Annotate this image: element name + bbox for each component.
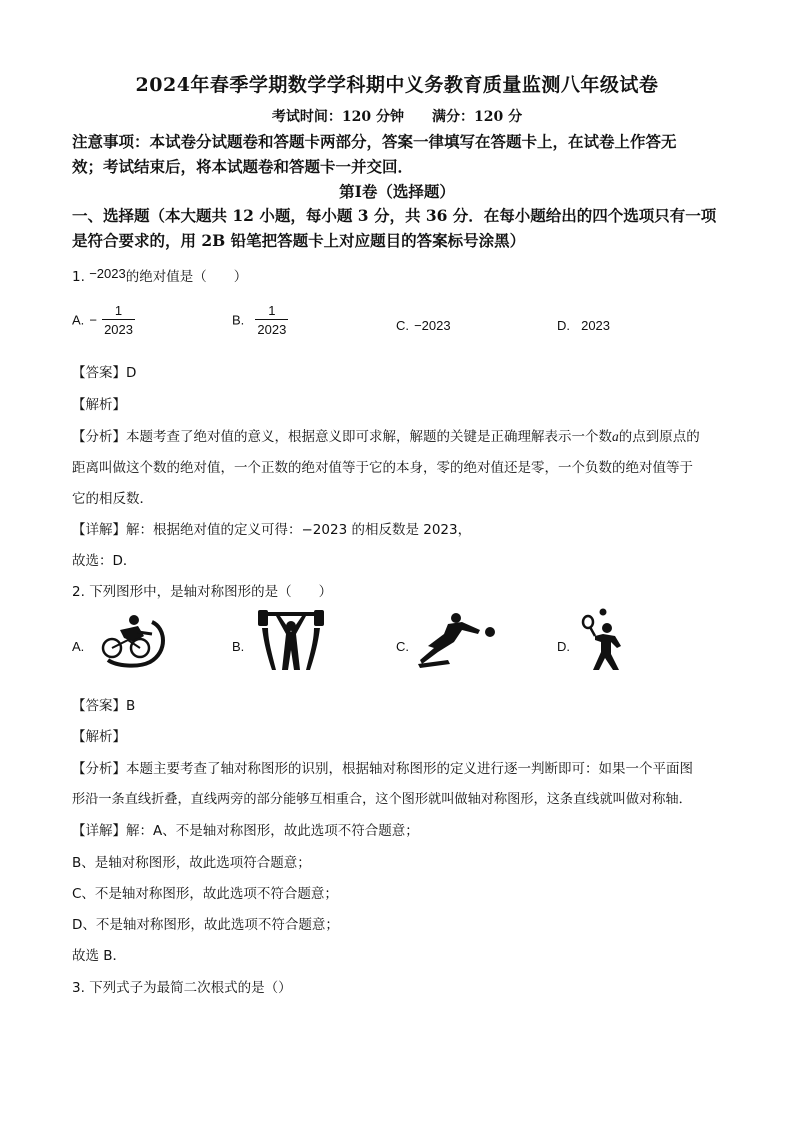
part-one-line-1: 一、选择题（本大题共 12 小题，每小题 3 分，共 36 分．在每小题给出的四个选项只有一项 (72, 206, 717, 225)
question-number: 1. (72, 269, 85, 285)
exam-time: 考试时间：120 分钟 (271, 109, 404, 125)
fraction: $\frac{1}{2023}$ (257, 303, 287, 337)
q1-fenxi-line-2: 距离叫做这个数的绝对值，一个正数的绝对值等于它的本身，零的绝对值还是零，一个负数的绝对值等于 (72, 460, 693, 476)
weightlifter-icon (256, 610, 326, 672)
q1-fenxi-line-3: 它的相反数． (72, 491, 153, 507)
notice-line-1: 注意事项：本试卷分试题卷和答题卡两部分，答案一律填写在答题卡上，在试卷上作答无 (72, 132, 677, 151)
q2-choose: 故选 B． (72, 948, 127, 964)
q2-analysis-tag: 【解析】 (72, 729, 126, 745)
q1-option-a: A. − $\frac{1}{2023}$ (72, 303, 133, 337)
q2-detail-b: B、是轴对称图形，故此选项符合题意； (72, 855, 311, 871)
question-expression: −2023 (89, 266, 126, 281)
page-title: 2024年春季学期数学学科期中义务教育质量监测八年级试卷 (135, 74, 659, 96)
fraction: $\frac{1}{2023}$ (104, 303, 133, 337)
question-2-stem: 2. 下列图形中，是轴对称图形的是（ ） (72, 584, 333, 600)
q2-fenxi-line-1: 【分析】本题主要考查了轴对称图形的识别，根据轴对称图形的定义进行逐一判断即可：如果一个平面图 (72, 761, 693, 777)
q1-answer: 【答案】D (72, 365, 137, 381)
q2-detail-c: C、不是轴对称图形，故此选项不符合题意； (72, 886, 338, 902)
q1-option-b: B. $\frac{1}{2023}$ (232, 303, 287, 337)
question-3-stem: 3. 下列式子为最简二次根式的是（） (72, 980, 292, 996)
q2-detail-a: 【详解】解：A、不是轴对称图形，故此选项不符合题意； (72, 823, 419, 839)
q1-option-c: C. −2023 (396, 318, 451, 333)
cyclist-icon (94, 612, 169, 668)
q2-option-a: A. (72, 612, 172, 668)
q1-option-d: D. 2023 (557, 318, 611, 333)
part-one-line-2: 是符合要求的，用 2B 铅笔把答题卡上对应题目的答案标号涂黑） (72, 231, 526, 250)
q1-choose: 故选：D． (72, 553, 137, 569)
question-1-stem (72, 265, 247, 285)
section-title: 第Ⅰ卷（选择题） (339, 182, 455, 201)
volleyball-icon (418, 612, 498, 668)
q1-detail: 【详解】解：根据绝对值的定义可得：−2023 的相反数是 2023， (72, 522, 472, 538)
exam-score: 满分：120 分 (432, 109, 523, 125)
q2-option-b: B. (232, 610, 332, 672)
q2-detail-d: D、不是轴对称图形，故此选项不符合题意； (72, 917, 339, 933)
q2-option-c: C. (396, 612, 506, 668)
exam-info (0, 106, 794, 126)
notice-line-2: 效；考试结束后，将本试题卷和答题卡一并交回． (72, 157, 414, 176)
tennis-player-icon (579, 608, 629, 672)
q2-answer: 【答案】B (72, 698, 136, 714)
q2-fenxi-line-2: 形沿一条直线折叠，直线两旁的部分能够互相重合，这个图形就叫做轴对称图形，这条直线就叫做对称轴． (72, 792, 692, 807)
q1-fenxi-line-1: 【分析】本题考查了绝对值的意义，根据意义即可求解，解题的关键是正确理解表示一个数a的点到原点的 (72, 429, 700, 445)
question-text: 的绝对值是（ ） (125, 269, 248, 285)
q2-option-d: D. (557, 608, 637, 672)
q1-analysis-tag: 【解析】 (72, 397, 126, 413)
